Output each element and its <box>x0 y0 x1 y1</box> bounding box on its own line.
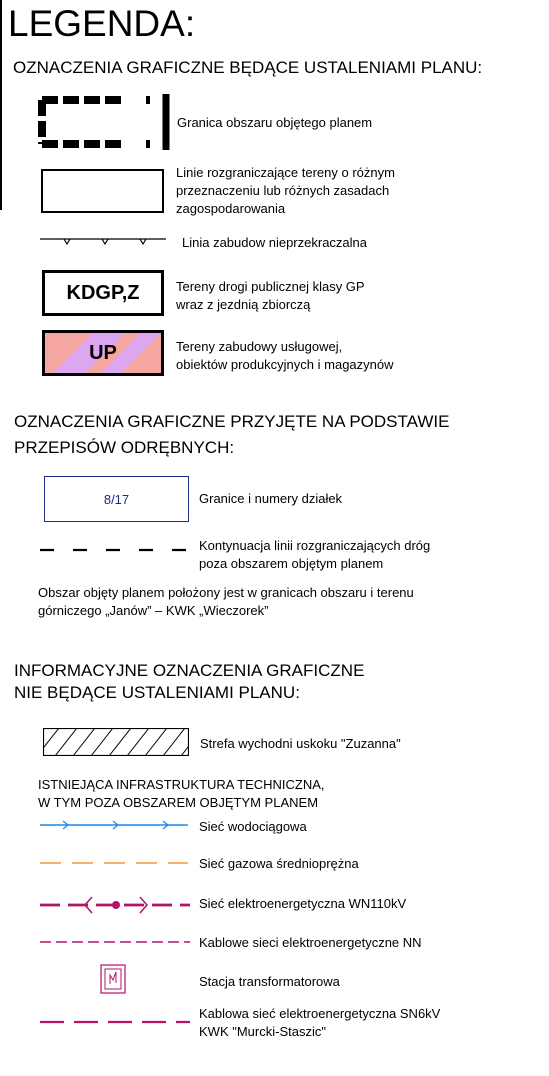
transformer-station-label: Stacja transformatorowa <box>199 974 340 989</box>
mv-power-label-1: Kablowa sieć elektroenergetyczna SN6kV <box>199 1006 441 1021</box>
section2-heading-2: PRZEPISÓW ODRĘBNYCH: <box>14 438 235 457</box>
kdgp-label-1: Tereny drogi publicznej klasy GP <box>176 279 365 294</box>
plan-boundary-symbol <box>38 94 174 150</box>
up-label-1: Tereny zabudowy usługowej, <box>176 339 343 354</box>
section3-heading-2: NIE BĘDĄCE USTALENIAMI PLANU: <box>14 683 300 702</box>
gas-network-label: Sieć gazowa średnioprężna <box>199 856 359 871</box>
infra-heading-1: ISTNIEJĄCA INFRASTRUKTURA TECHNICZNA, <box>38 777 325 792</box>
lv-power-symbol <box>40 938 190 946</box>
kdgp-label-2: wraz z jezdnią zbiorczą <box>176 297 311 312</box>
transformer-station-icon <box>100 964 128 996</box>
dividing-lines-label-3: zagospodarowania <box>176 201 286 216</box>
water-network-label: Sieć wodociągowa <box>199 819 307 834</box>
road-continuation-label-1: Kontynuacja linii rozgraniczających dróg <box>199 538 431 553</box>
mining-note-1: Obszar objęty planem położony jest w granicach obszaru i terenu <box>38 585 414 600</box>
parcel-label: Granice i numery działek <box>199 491 343 506</box>
legend-title: LEGENDA: <box>8 3 196 44</box>
up-label-2: obiektów produkcyjnych i magazynów <box>176 357 394 372</box>
dividing-lines-label-1: Linie rozgraniczające tereny o różnym <box>176 165 395 180</box>
dividing-lines-symbol <box>41 169 164 213</box>
dividing-lines-label-2: przeznaczeniu lub różnych zasadach <box>176 183 390 198</box>
mv-power-label-2: KWK "Murcki-Staszic" <box>199 1024 326 1039</box>
section3-heading-1: INFORMACYJNE OZNACZENIA GRAFICZNE <box>14 661 365 680</box>
fault-zone-label: Strefa wychodni uskoku "Zuzanna" <box>200 736 401 751</box>
lv-power-label: Kablowe sieci elektroenergetyczne NN <box>199 935 422 950</box>
building-line-symbol <box>40 234 166 248</box>
parcel-symbol <box>44 476 189 522</box>
section2-heading-1: OZNACZENIA GRAFICZNE PRZYJĘTE NA PODSTAWIE <box>14 412 450 431</box>
plan-boundary-label: Granica obszaru objętego planem <box>177 115 373 130</box>
up-symbol-label: UP <box>89 341 117 364</box>
building-line-label: Linia zabudow nieprzekraczalna <box>182 235 368 250</box>
mv-power-symbol <box>40 1018 190 1026</box>
mining-note-2: górniczego „Janów” – KWK „Wieczorek” <box>38 603 269 618</box>
page-left-rule <box>0 0 2 210</box>
water-network-symbol <box>40 818 188 832</box>
hv-power-symbol <box>40 894 190 916</box>
infra-heading-2: W TYM POZA OBSZAREM OBJĘTYM PLANEM <box>38 795 319 810</box>
kdgp-symbol <box>42 270 164 316</box>
fault-zone-symbol <box>43 728 189 756</box>
kdgp-symbol-label: KDGP,Z <box>66 281 140 304</box>
section1-heading: OZNACZENIA GRAFICZNE BĘDĄCE USTALENIAMI PLANU: <box>13 58 483 77</box>
parcel-number: 8/17 <box>103 491 130 507</box>
gas-network-symbol <box>40 858 188 868</box>
hv-power-label: Sieć elektroenergetyczna WN110kV <box>199 896 407 911</box>
road-continuation-label-2: poza obszarem objętym planem <box>199 556 384 571</box>
road-continuation-symbol <box>40 546 190 554</box>
up-symbol <box>42 330 164 376</box>
